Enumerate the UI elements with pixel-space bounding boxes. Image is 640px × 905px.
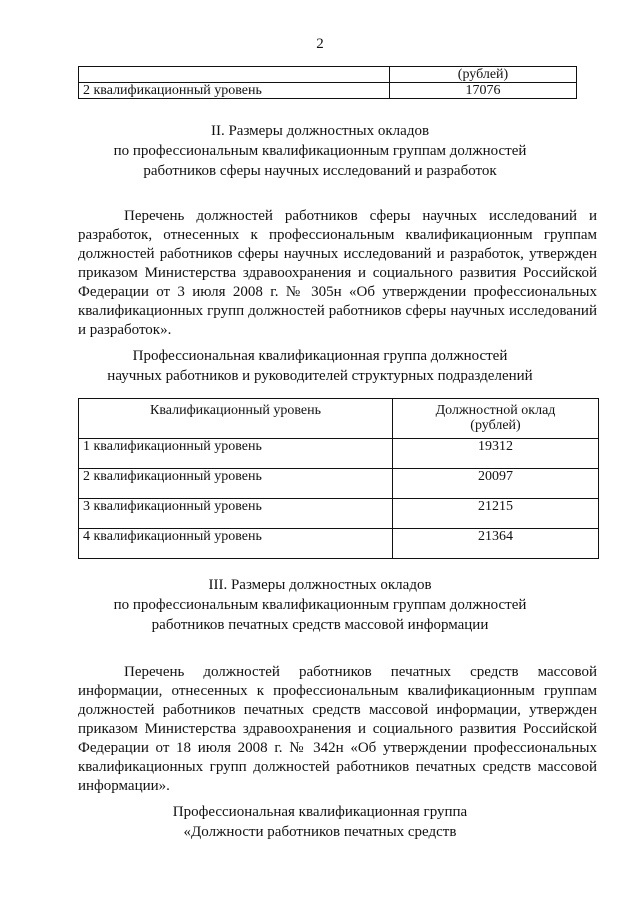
table-header-salary-unit: (рублей) xyxy=(470,418,521,433)
table-cell-level: 2 квалификационный уровень xyxy=(79,83,390,99)
section-3-title-line: по профессиональным квалификационным группам должностей xyxy=(113,597,527,613)
table-cell-level: 3 квалификационный уровень xyxy=(79,499,393,529)
table-cell-level: 4 квалификационный уровень xyxy=(79,529,393,559)
table-row xyxy=(79,439,599,469)
table-cell-level: 1 квалификационный уровень xyxy=(79,439,393,469)
table-cell-salary: (рублей) xyxy=(390,67,577,83)
table-row xyxy=(79,83,577,99)
section-2-title-line: II. Размеры должностных окладов xyxy=(210,123,430,139)
table-row xyxy=(79,529,599,559)
section-3-paragraph: Перечень должностей работников печатных средств массовой информации, отнесенных к профессиональным квалификационным группам должностей работников печатных средств массовой информации, утвержден приказом Министерства здравоохранения и социального развития Российской Федерации от 18 июля 2008 г. № 342н «Об утверждении профессиональных квалификационных групп должностей работников печатных средств массовой информации». xyxy=(78,664,597,794)
table-row xyxy=(79,67,577,83)
section-2-title-line: по профессиональным квалификационным группам должностей xyxy=(113,143,527,159)
salary-table-continued xyxy=(78,66,577,99)
table-cell-level xyxy=(79,67,390,83)
group-title-line: «Должности работников печатных средств xyxy=(183,824,457,840)
section-3-title xyxy=(0,575,640,635)
table-cell-salary: 21215 xyxy=(393,499,599,529)
section-2-title-line: работников сферы научных исследований и разработок xyxy=(143,163,497,179)
table-cell-salary: 21364 xyxy=(393,529,599,559)
page-number: 2 xyxy=(316,36,324,52)
table-cell-salary: 17076 xyxy=(390,83,577,99)
table-cell-salary: 20097 xyxy=(393,469,599,499)
salary-table-research xyxy=(78,398,599,559)
group-title-line: Профессиональная квалификационная группа должностей xyxy=(132,348,508,364)
table-row xyxy=(79,469,599,499)
table-cell-level: 2 квалификационный уровень xyxy=(79,469,393,499)
table-cell-salary: 19312 xyxy=(393,439,599,469)
table-header-row xyxy=(79,399,599,439)
table-row xyxy=(79,499,599,529)
table-header-salary-line: Должностной оклад xyxy=(435,403,556,418)
table-header-level: Квалификационный уровень xyxy=(79,399,393,439)
section-3-title-line: III. Размеры должностных окладов xyxy=(208,577,432,593)
section-3-group-title xyxy=(0,802,640,842)
group-title-line: научных работников и руководителей структурных подразделений xyxy=(107,368,533,384)
group-title-line: Профессиональная квалификационная группа xyxy=(172,804,468,820)
section-2-title xyxy=(0,121,640,181)
table-header-salary xyxy=(393,399,599,439)
section-3-title-line: работников печатных средств массовой информации xyxy=(151,617,489,633)
section-2-group-title xyxy=(0,346,640,386)
section-2-paragraph: Перечень должностей работников сферы научных исследований и разработок, отнесенных к профессиональным квалификационным группам должностей работников сферы научных исследований и разработок, утвержден приказом Министерства здравоохранения и социального развития Российской Федерации от 3 июля 2008 г. № 305н «Об утверждении профессиональных квалификационных групп должностей работников сферы научных исследований и разработок». xyxy=(78,208,597,338)
